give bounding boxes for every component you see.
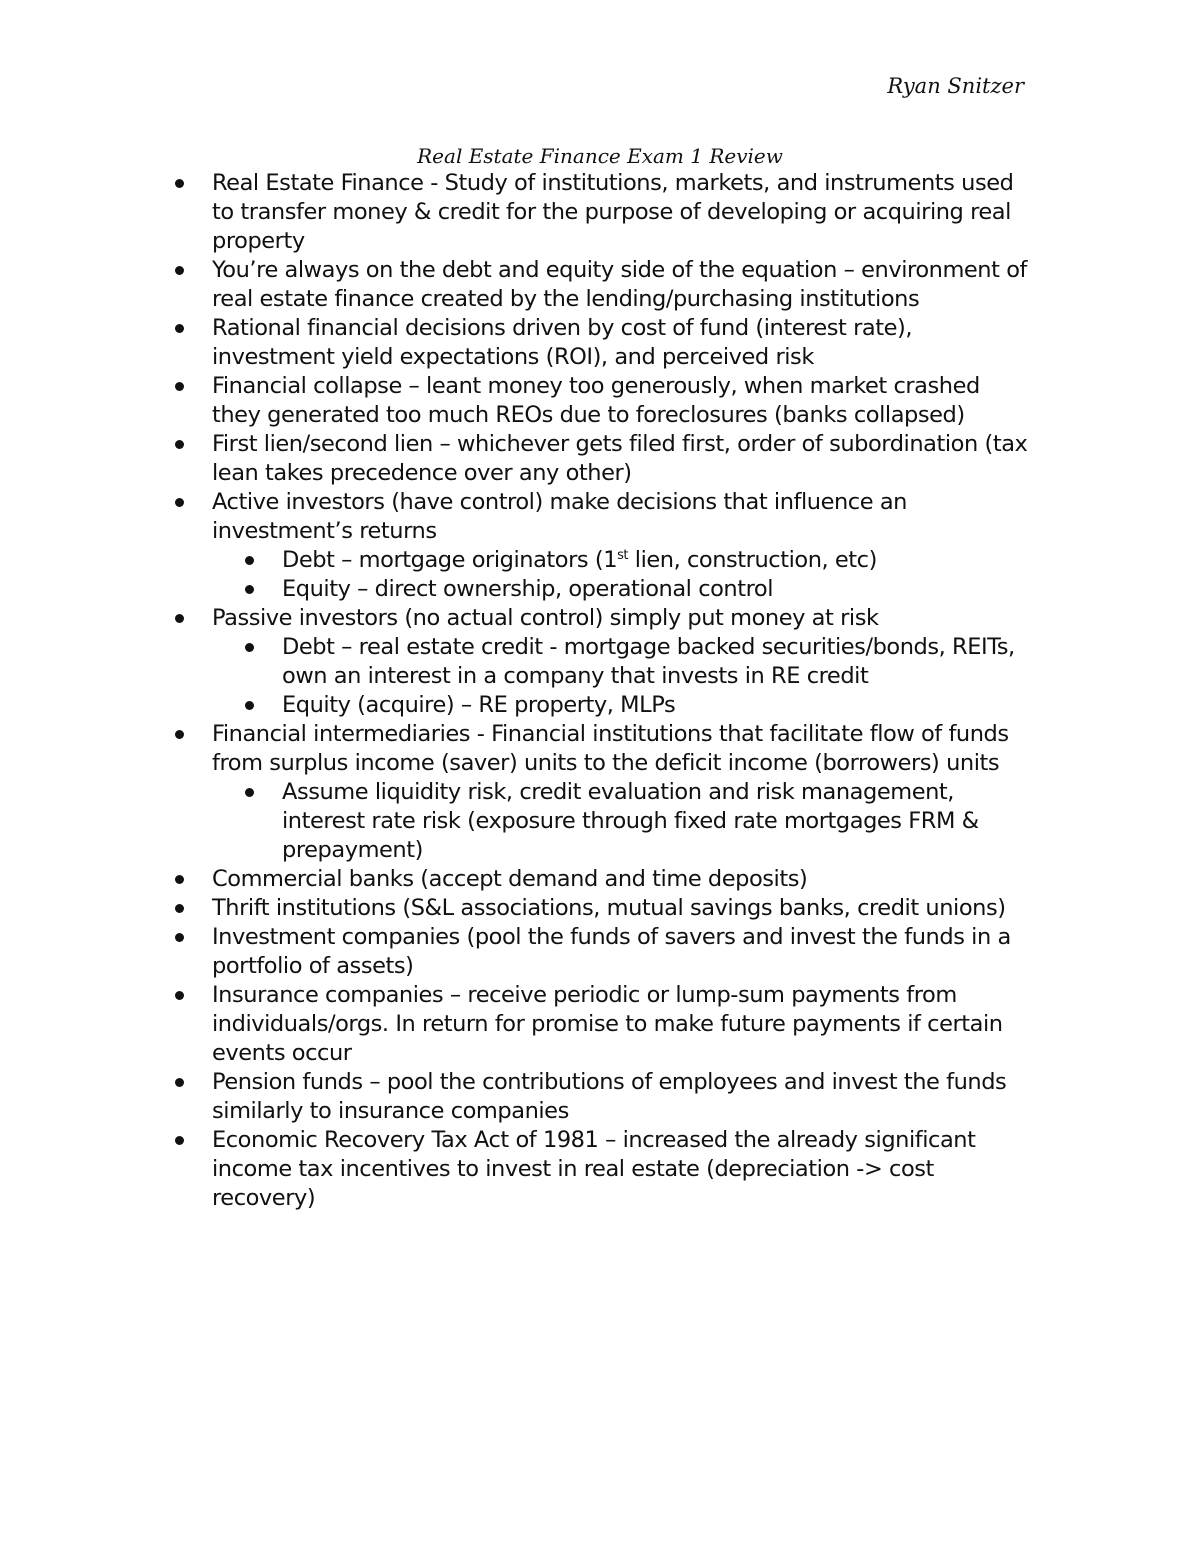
list-item-text: Commercial banks (accept demand and time deposits) [212,866,808,892]
list-item-text: You’re always on the debt and equity side of the equation – environment of real estate finance created by the lending/purchasing institutions [212,257,1027,312]
sub-list-item-text-after: lien, construction, etc) [628,547,877,573]
bullet-icon [175,440,184,449]
sub-list-item-text: Equity (acquire) – RE property, MLPs [282,692,676,718]
bullet-icon [175,614,184,623]
bullet-icon [245,556,254,565]
list-item [172,923,1032,981]
sub-list-item [172,778,1032,865]
list-item [172,720,1032,778]
list-item [172,894,1032,923]
list-item [172,314,1032,372]
sub-list-item [172,633,1032,691]
bullet-icon [245,701,254,710]
list-item [172,430,1032,488]
list-item-text: Rational financial decisions driven by cost of fund (interest rate), investment yield expectations (ROI), and perceived risk [212,315,913,370]
list-item [172,1068,1032,1126]
bullet-icon [175,266,184,275]
list-item-text: Active investors (have control) make decisions that influence an investment’s returns [212,489,907,544]
bullet-icon [175,991,184,1000]
bullet-icon [245,788,254,797]
list-item-text: Thrift institutions (S&L associations, mutual savings banks, credit unions) [212,895,1006,921]
list-item [172,169,1032,256]
bullet-icon [175,1078,184,1087]
bullet-icon [175,324,184,333]
list-item-text: Insurance companies – receive periodic or lump-sum payments from individuals/orgs. In return for promise to make future payments if certain events occur [212,982,1003,1066]
list-item-text: Financial intermediaries - Financial institutions that facilitate flow of funds from surplus income (saver) units to the deficit income (borrowers) units [212,721,1009,776]
sub-list-item [172,691,1032,720]
bullet-icon [175,875,184,884]
list-item [172,865,1032,894]
bullet-icon [175,498,184,507]
bullet-icon [245,643,254,652]
list-item [172,981,1032,1068]
list-item [172,256,1032,314]
sub-list-item-text: Equity – direct ownership, operational control [282,576,774,602]
bullet-icon [175,179,184,188]
ordinal-superscript: st [617,548,629,563]
sub-list-item-text-before: Debt – mortgage originators (1 [282,547,618,573]
list-item-text: Real Estate Finance - Study of institutions, markets, and instruments used to transfer money & credit for the purpose of developing or acquiring real property [212,170,1014,254]
list-item [172,372,1032,430]
sub-list-item-text: Assume liquidity risk, credit evaluation and risk management, interest rate risk (exposure through fixed rate mortgages FRM & prepayment) [282,779,979,863]
list-item-text: Investment companies (pool the funds of savers and invest the funds in a portfolio of assets) [212,924,1011,979]
bullet-icon [175,1136,184,1145]
bullet-icon [175,382,184,391]
notes-list [172,169,1032,1213]
author-name: Ryan Snitzer [887,74,1024,98]
document-title: Real Estate Finance Exam 1 Review [417,144,783,168]
list-item [172,604,1032,633]
list-item-text: Economic Recovery Tax Act of 1981 – increased the already significant income tax incentives to invest in real estate (depreciation -> cost recovery) [212,1127,976,1211]
list-item-text: Financial collapse – leant money too generously, when market crashed they generated too much REOs due to foreclosures (banks collapsed) [212,373,980,428]
sub-list-item [172,546,1032,575]
list-item-text: Pension funds – pool the contributions of employees and invest the funds similarly to insurance companies [212,1069,1007,1124]
bullet-icon [175,904,184,913]
list-item [172,1126,1032,1213]
bullet-icon [175,933,184,942]
bullet-icon [245,585,254,594]
sub-list-item-text: Debt – real estate credit - mortgage backed securities/bonds, REITs, own an interest in a company that invests in RE credit [282,634,1015,689]
bullet-icon [175,730,184,739]
list-item [172,488,1032,546]
list-item-text: Passive investors (no actual control) simply put money at risk [212,605,879,631]
list-item-text: First lien/second lien – whichever gets filed first, order of subordination (tax lean takes precedence over any other) [212,431,1028,486]
sub-list-item [172,575,1032,604]
